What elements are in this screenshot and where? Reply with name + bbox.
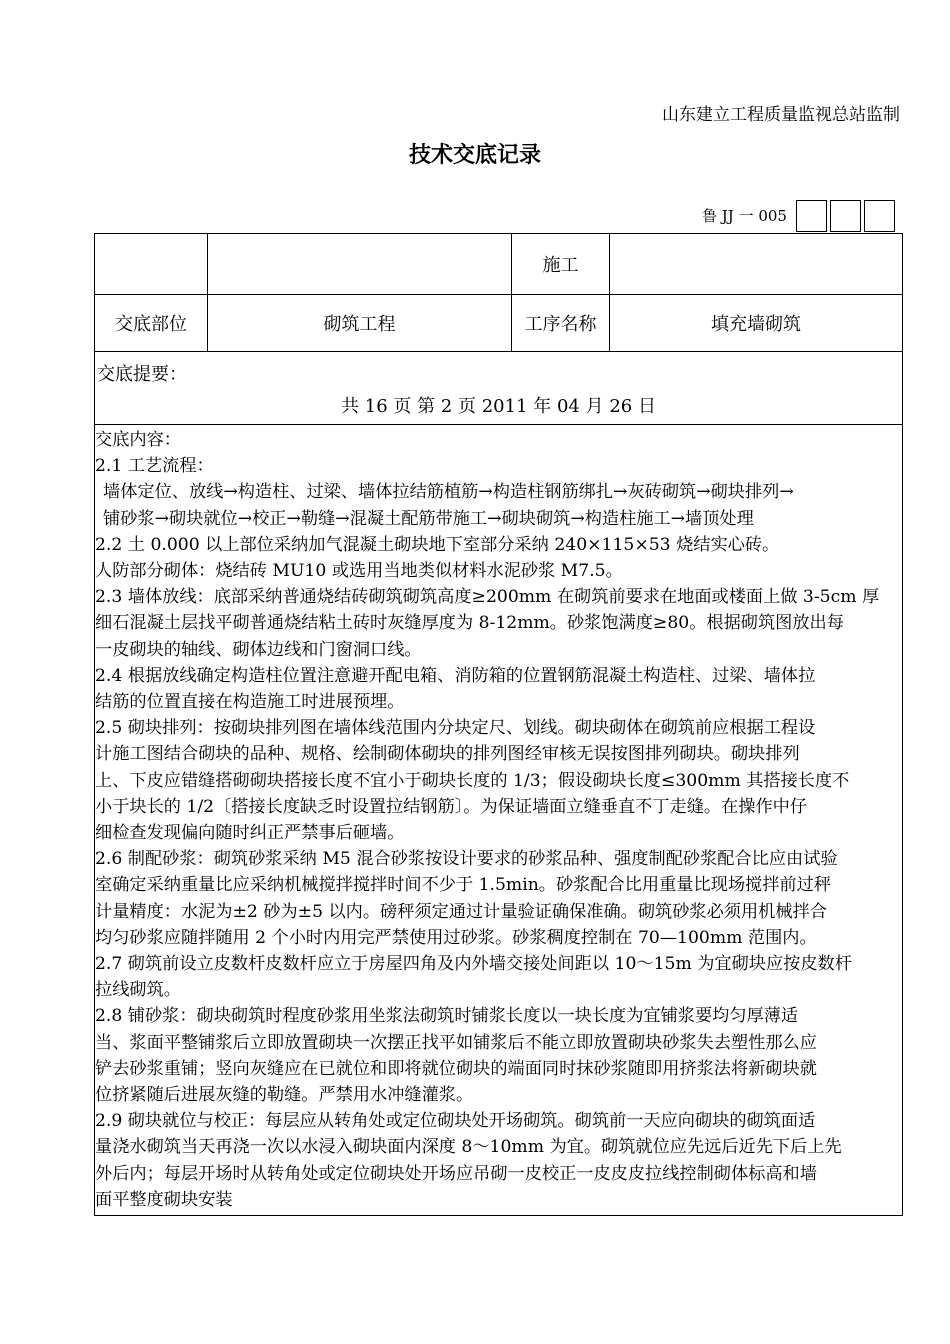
process-name-label: 工序名称 (512, 295, 610, 352)
content-line: 上、下皮应错缝搭砌砌块搭接长度不宜小于砌块长度的 1/3；假设砌块长度≤300mm 其搭接长度不 (95, 770, 850, 791)
disclosure-location-value: 砌筑工程 (208, 295, 512, 352)
construction-label: 施工 (512, 234, 610, 295)
content-cell (95, 425, 903, 1216)
content-line: 面平整度砌块安装 (95, 1189, 233, 1210)
table-row (95, 234, 903, 295)
content-line: 当、浆面平整铺浆后立即放置砌块一次摆正找平如铺浆后不能立即放置砌块砂浆失去塑性那么应 (95, 1032, 817, 1053)
supervising-organization: 山东建立工程质量监视总站监制 (662, 105, 900, 125)
content-line: 2.9 砌块就位与校正：每层应从转角处或定位砌块处开场砌筑。砌筑前一天应向砌块的砌筑面适 (95, 1111, 816, 1132)
content-line: 2.8 铺砂浆：砌块砌筑时程度砂浆用坐浆法砌筑时铺浆长度以一块长度为宜铺浆要均匀厚薄适 (95, 1006, 799, 1027)
content-line: 均匀砂浆应随拌随用 2 个小时内用完严禁使用过砂浆。砂浆稠度控制在 70—100mm 范围内。 (95, 927, 817, 948)
content-line: 拉线砌筑。 (95, 980, 181, 1001)
form-code: 鲁 JJ 一 005 (702, 207, 787, 225)
row1-cell-2 (208, 234, 512, 295)
summary-label: 交底提要： (95, 352, 903, 387)
content-line: 小于块长的 1/2〔搭接长度缺乏时设置拉结钢筋〕。为保证墙面立缝垂直不丁走缝。在操作中仔 (95, 796, 808, 817)
content-label: 交底内容： (95, 430, 181, 450)
page-date-info: 共 16 页 第 2 页 2011 年 04 月 26 日 (95, 386, 903, 425)
content-line: 细检查发现偏向随时纠正严禁事后砸墙。 (95, 823, 405, 844)
table-row (95, 425, 903, 1216)
content-line: 2.7 砌筑前设立皮数杆皮数杆应立于房屋四角及内外墙交接处间距以 10～15m 为宜砌块应按皮数杆 (95, 954, 852, 975)
content-line: 人防部分砌体：烧结砖 MU10 或选用当地类似材料水泥砂浆 M7.5。 (95, 561, 623, 582)
form-code-row (702, 198, 895, 232)
page-title: 技术交底记录 (408, 143, 541, 168)
code-box-3 (864, 200, 895, 232)
content-line: 量浇水砌筑当天再浇一次以水浸入砌块面内深度 8～10mm 为宜。砌筑就位应先远后近先下后上先 (95, 1137, 842, 1158)
table-row (95, 295, 903, 352)
row1-cell-1 (95, 234, 208, 295)
table-row (95, 386, 903, 425)
construction-value (610, 234, 903, 295)
table-row (95, 352, 903, 387)
content-line: 细石混凝土层找平砌普通烧结粘土砖时灰缝厚度为 8-12mm。砂浆饱满度≥80。根据砌筑图放出每 (95, 613, 844, 634)
content-line: 一皮砌块的轴线、砌体边线和门窗洞口线。 (95, 639, 422, 660)
content-line: 2.6 制配砂浆：砌筑砂浆采纳 M5 混合砂浆按设计要求的砂浆品种、强度制配砂浆配合比应由试验 (95, 849, 838, 870)
content-line: 结筋的位置直接在构造施工时进展预埋。 (95, 692, 405, 713)
code-box-1 (796, 200, 827, 232)
content-line: 2.4 根据放线确定构造柱位置注意避开配电箱、消防箱的位置钢筋混凝土构造柱、过梁、墙体拉 (95, 665, 816, 686)
content-line: 室确定采纳重量比应采纳机械搅拌搅拌时间不少于 1.5min。砂浆配合比用重量比现场搅拌前过秤 (95, 875, 831, 896)
content-line: 2.5 砌块排列：按砌块排列图在墙体线范围内分块定尺、划线。砌块砌体在砌筑前应根据工程设 (95, 718, 816, 739)
content-line: 2.3 墙体放线：底部采纳普通烧结砖砌筑砌筑高度≥200mm 在砌筑前要求在地面或楼面上做 3-5cm 厚 (95, 587, 880, 608)
content-line: 计量精度：水泥为±2 砂为±5 以内。磅秤须定通过计量验证确保准确。砌筑砂浆必须用机械拌合 (95, 901, 827, 922)
code-box-2 (830, 200, 861, 232)
content-line: 位挤紧随后进展灰缝的勒缝。严禁用水冲缝灌浆。 (95, 1085, 474, 1106)
content-line: 墙体定位、放线→构造柱、过梁、墙体拉结筋植筋→构造柱钢筋绑扎→灰砖砌筑→砌块排列→ (103, 482, 794, 503)
content-line: 2.2 土 0.000 以上部位采纳加气混凝土砌块地下室部分采纳 240×115×53 烧结实心砖。 (95, 534, 780, 555)
content-line: 外后内；每层开场时从转角处或定位砌块处开场应吊砌一皮校正一皮皮皮拉线控制砌体标高和墙 (95, 1163, 817, 1184)
content-line: 铺砂浆→砌块就位→校正→勒缝→混凝土配筋带施工→砌块砌筑→构造柱施工→墙顶处理 (103, 508, 754, 529)
process-name-value: 填充墙砌筑 (610, 295, 903, 352)
content-line: 2.1 工艺流程： (95, 456, 214, 477)
disclosure-location-label: 交底部位 (95, 295, 208, 352)
content-line: 计施工图结合砌块的品种、规格、绘制砌体砌块的排列图经审核无误按图排列砌块。砌块排列 (95, 744, 800, 765)
content-line: 铲去砂浆重铺；竖向灰缝应在已就位和即将就位砌块的端面同时抹砂浆随即用挤浆法将新砌块就 (95, 1058, 817, 1079)
disclosure-table (94, 233, 903, 1216)
